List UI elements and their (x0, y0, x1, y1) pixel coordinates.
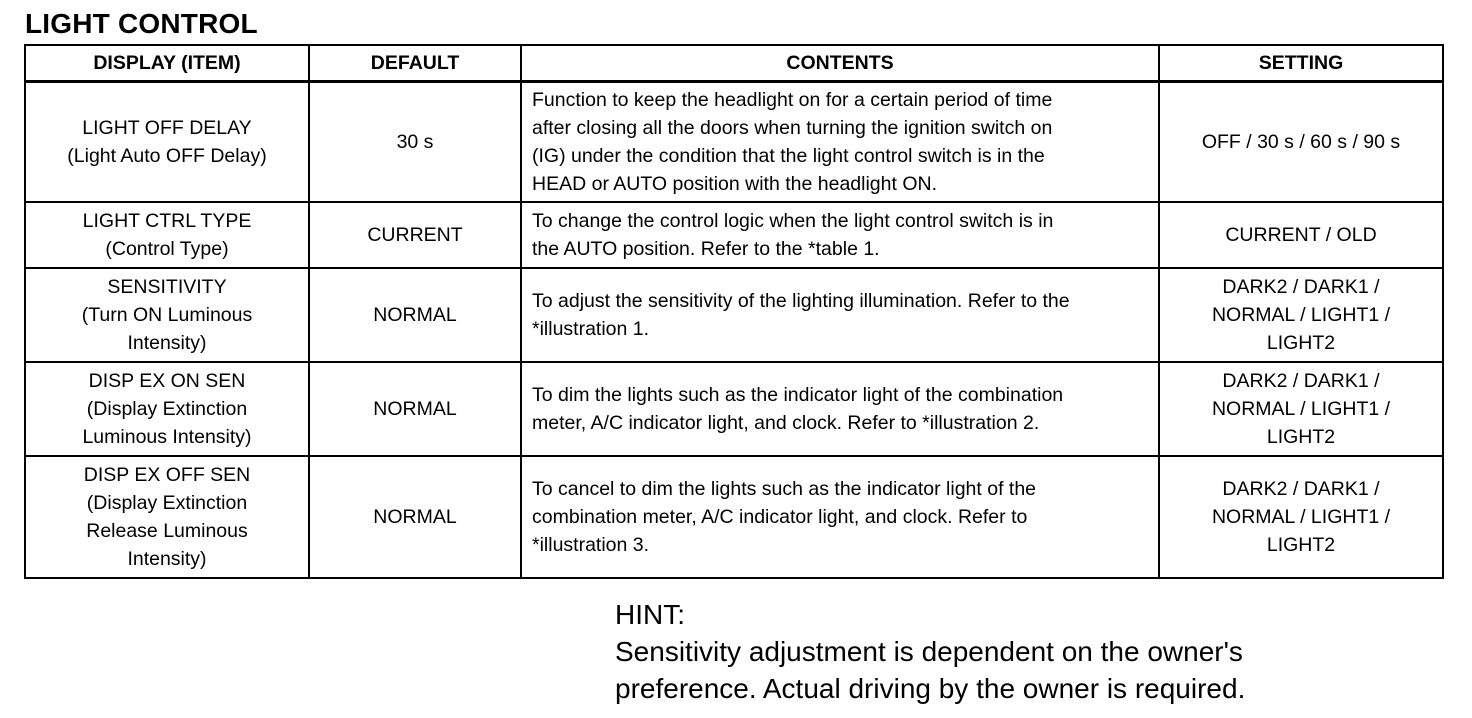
contents-line: To change the control logic when the light control switch is in (532, 209, 1054, 232)
item-line: DISP EX OFF SEN (83, 463, 251, 486)
table-row (25, 362, 1443, 456)
contents-line: To adjust the sensitivity of the lighting illumination. Refer to the (532, 289, 1070, 312)
contents-cell (521, 362, 1159, 456)
item-cell (25, 82, 309, 202)
item-line: LIGHT CTRL TYPE (82, 209, 252, 232)
setting-line: LIGHT2 (1266, 533, 1336, 556)
header-display-item: DISPLAY (ITEM) (25, 45, 309, 82)
setting-line: DARK2 / DARK1 / (1222, 275, 1380, 298)
setting-cell (1159, 82, 1443, 202)
item-cell (25, 268, 309, 362)
default-cell: NORMAL (309, 456, 521, 578)
item-line: Intensity) (127, 331, 207, 354)
setting-line: LIGHT2 (1266, 425, 1336, 448)
item-line: Release Luminous (86, 519, 248, 542)
table-row (25, 82, 1443, 202)
setting-line: NORMAL / LIGHT1 / (1211, 397, 1391, 420)
item-line: (Display Extinction (86, 397, 248, 420)
light-control-table (24, 44, 1444, 579)
header-setting: SETTING (1159, 45, 1443, 82)
contents-line: HEAD or AUTO position with the headlight ON. (532, 172, 937, 195)
item-line: (Light Auto OFF Delay) (67, 144, 267, 167)
hint-text-line: Sensitivity adjustment is dependent on the owner's (615, 636, 1243, 667)
setting-line: CURRENT / OLD (1225, 223, 1377, 246)
setting-line: NORMAL / LIGHT1 / (1211, 505, 1391, 528)
setting-line: DARK2 / DARK1 / (1222, 369, 1380, 392)
contents-line: meter, A/C indicator light, and clock. Refer to *illustration 2. (532, 411, 1040, 434)
item-line: Intensity) (127, 547, 207, 570)
table-row (25, 202, 1443, 268)
default-cell: CURRENT (309, 202, 521, 268)
item-cell (25, 456, 309, 578)
contents-line: *illustration 3. (532, 533, 650, 556)
contents-cell (521, 268, 1159, 362)
contents-cell (521, 82, 1159, 202)
hint-label: HINT: (615, 599, 685, 630)
contents-line: Function to keep the headlight on for a certain period of time (532, 88, 1053, 111)
item-line: Luminous Intensity) (82, 425, 252, 448)
item-line: (Control Type) (105, 237, 229, 260)
contents-line: To dim the lights such as the indicator light of the combination (532, 383, 1064, 406)
header-default: DEFAULT (309, 45, 521, 82)
setting-cell (1159, 362, 1443, 456)
setting-line: LIGHT2 (1266, 331, 1336, 354)
setting-line: OFF / 30 s / 60 s / 90 s (1201, 130, 1401, 153)
setting-line: DARK2 / DARK1 / (1222, 477, 1380, 500)
contents-line: To cancel to dim the lights such as the indicator light of the (532, 477, 1037, 500)
header-contents: CONTENTS (521, 45, 1159, 82)
item-line: (Display Extinction (86, 491, 248, 514)
setting-cell (1159, 268, 1443, 362)
hint-note (615, 596, 1245, 707)
contents-line: after closing all the doors when turning the ignition switch on (532, 116, 1053, 139)
item-line: (Turn ON Luminous (81, 303, 253, 326)
table-header-row (25, 45, 1443, 82)
hint-text-line: preference. Actual driving by the owner is required. (615, 673, 1246, 704)
default-cell: 30 s (309, 82, 521, 202)
page-title: LIGHT CONTROL (25, 8, 258, 39)
default-cell: NORMAL (309, 268, 521, 362)
contents-line: the AUTO position. Refer to the *table 1. (532, 237, 880, 260)
setting-cell (1159, 202, 1443, 268)
contents-cell (521, 456, 1159, 578)
contents-cell (521, 202, 1159, 268)
setting-cell (1159, 456, 1443, 578)
item-line: SENSITIVITY (107, 275, 227, 298)
table-row (25, 456, 1443, 578)
contents-line: (IG) under the condition that the light control switch is in the (532, 144, 1045, 167)
item-line: LIGHT OFF DELAY (82, 116, 252, 139)
setting-line: NORMAL / LIGHT1 / (1211, 303, 1391, 326)
contents-line: *illustration 1. (532, 317, 650, 340)
default-cell: NORMAL (309, 362, 521, 456)
item-cell (25, 362, 309, 456)
item-line: DISP EX ON SEN (88, 369, 246, 392)
contents-line: combination meter, A/C indicator light, and clock. Refer to (532, 505, 1028, 528)
item-cell (25, 202, 309, 268)
table-row (25, 268, 1443, 362)
